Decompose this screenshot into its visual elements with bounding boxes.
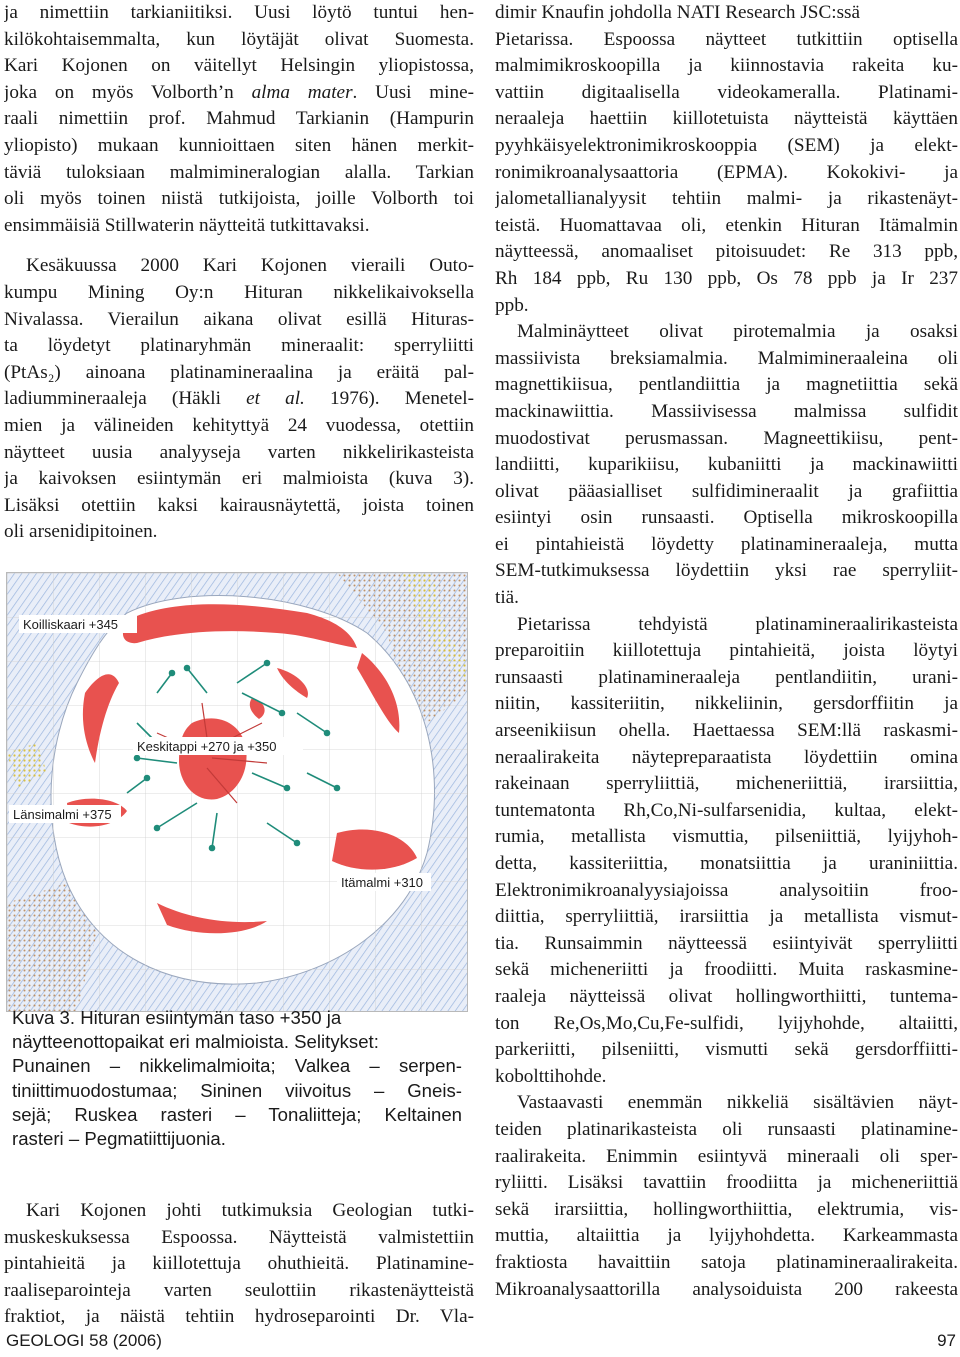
text-line: rumia, metallista vismuttia, pilseniittiä, lyijyhoh- — [495, 826, 958, 848]
text-line: malmimikroskoopilla ja kiinnostavia rakeita ku- — [495, 55, 958, 77]
text-line: muttia, altaiittia ja lyijyhohdetta. Karkeammasta — [495, 1225, 958, 1247]
text-line: oli myös toinen niistä tutkijoista, joille Volborth toi — [4, 188, 474, 210]
text-line: diittia, sperryliittiä, irarsiittia ja metallista vismut- — [495, 906, 958, 928]
figure-caption — [12, 1006, 462, 1151]
paragraph-gap — [4, 239, 474, 253]
text-line: näytteet uusia analyyseja varten nikkelirikasteista — [4, 441, 474, 463]
label-keskitappi: Keskitappi +270 ja +350 — [137, 739, 277, 754]
caption-text — [12, 1006, 462, 1151]
hitura-map-svg — [7, 573, 467, 1011]
text-line: Kesäkuussa 2000 Kari Kojonen vieraili Outo- — [26, 255, 474, 277]
text-line: detta, kassiteriittia, monatsiittia ja uraniniittia. — [495, 853, 958, 874]
text-line: ei pintahieistä löydetty platinamineraaleja, mutta — [495, 533, 958, 555]
text-line: kumpu Mining Oy:n Hituran nikkelikaivoksella — [4, 281, 474, 303]
left-bottom-column — [4, 1198, 474, 1331]
text-line: preparoitiin kiillotettuja pintahieitä, joista löytyi — [495, 640, 958, 662]
text-line: niitin, kassiteriitin, nikkeliinin, gersdorffiitin ja — [495, 693, 958, 715]
text-line: Elektronimikroanalyysiajoissa analysoitiin froo- — [495, 879, 958, 901]
text-line: runsaasti platinamineraaleja pentlandiitin, urani- — [495, 666, 958, 688]
caption-line: näytteenottopaikat eri malmioista. Selitykset: — [12, 1031, 379, 1053]
text-line: teiden platinarikasteista oli runsaasti platinamine- — [495, 1118, 958, 1140]
text-line: mackinawiittia. Massiivisessa malmissa sulfidit — [495, 400, 958, 422]
text-line: Malminäytteet olivat pirotemalmia ja osaksi — [517, 321, 958, 343]
text-line: joka on myös Volborth’n alma mater. Uusi mine- — [4, 81, 474, 103]
text-line: yliopisto) mukaan kunnioittaen siten hänen merkit- — [4, 134, 474, 156]
text-line: täviä tuloksiaan malmimineralogian alalla. Tarkian — [4, 161, 474, 183]
text-line: fraktiot, ja näistä tehtiin hydroseparointi Dr. Vla- — [4, 1306, 474, 1328]
text-line: Pietarissa. Espoossa näytteet tutkittiin optisella — [495, 28, 958, 50]
text-line: raali nimettiin prof. Mahmud Tarkianin (Hampurin — [4, 108, 474, 130]
left-column — [4, 0, 474, 546]
text-line: näytteessä, anomaaliset pitoisuudet: Re 313 ppb, — [495, 241, 958, 263]
text-line: oli arsenidipitoinen. — [4, 521, 158, 543]
text-line: muodostivat perusmassan. Magneettikiisu, pent- — [495, 427, 958, 449]
text-line: Rh 184 ppb, Ru 130 ppb, Os 78 ppb ja Ir 237 — [495, 267, 958, 289]
figure-3-map — [6, 572, 468, 1012]
text-line: ronimikroanalysaattoria (EPMA). Kokokivi- ja — [495, 161, 958, 183]
text-line: Mikroanalysaattorilla analysoiduista 200 rakeesta — [495, 1278, 958, 1300]
text-line: esiintyi osin runsaasti. Optisella mikroskoopilla — [495, 507, 958, 529]
text-line: rakeinaan sperryliittiä, micheneriittiä, irarsiittia, — [495, 773, 958, 795]
text-line: dimir Knaufin johdolla NATI Research JSC:ssä — [495, 2, 861, 23]
text-line: ryliitti. Lisäksi tavattiin froodiitta ja micheneriittiä — [495, 1172, 958, 1194]
text-line: muskeskuksessa Espoossa. Näytteistä valmistettiin — [4, 1226, 474, 1248]
text-line: raalirakeita. Enimmin esiintyvä mineraali oli sper- — [495, 1145, 958, 1167]
text-line: ta löydetyt platinaryhmän mineraalit: sperryliitti — [4, 335, 474, 357]
text-line: parkeriitti, pilseniitti, vismutti sekä gersdorffiitti- — [495, 1039, 958, 1061]
text-line: Lisäksi otettiin kaksi kairausnäytettä, joista toinen — [4, 494, 474, 516]
text-line: tiä. — [495, 587, 519, 609]
text-line: ladiummineraaleja (Häkli et al. 1976). Menetel- — [4, 388, 474, 410]
text-line: raaliseparointeja varten seulottiin rikastenäytteistä — [4, 1279, 474, 1301]
text-line: mien ja välineiden kehityttyä 24 vuodessa, otettiin — [4, 414, 474, 436]
text-line: magnettikiisua, pentlandiittia ja magnetiittia sekä — [495, 374, 958, 396]
text-line: sekä irarsiittia, hollingworthiittia, elektrumia, vis- — [495, 1198, 958, 1220]
text-line: arseenikiisun ohella. Haettaessa SEM:llä raskasmi- — [495, 720, 958, 742]
text-line: massiivista breksiamalmia. Malmimineraaleina oli — [495, 347, 958, 369]
text-line: kilökohtaisemmalta, kun löytäjät olivat Suomesta. — [4, 28, 474, 50]
right-column — [495, 0, 958, 1303]
text-line: neraalirakeita näytepreparaatista löydettiin omina — [495, 746, 958, 768]
text-line: Vastaavasti enemmän nikkeliä sisältävien näyt- — [517, 1092, 958, 1114]
caption-line: tiniittimuodostumaa; Sininen viivoitus – Gneis- — [12, 1079, 462, 1101]
text-line: teistä. Huomattavaa oli, etenkin Hituran Itämalmin — [495, 214, 958, 236]
left-bottom-text — [4, 1198, 474, 1331]
text-line: fraktiosta havaittiin satoja platinamineraalirakeita. — [495, 1251, 958, 1273]
text-line: Pietarissa tehdyistä platinamineraalirikasteista — [517, 613, 958, 635]
caption-line: Punainen – nikkelimalmioita; Valkea – serpen- — [12, 1055, 462, 1077]
text-line: ton Re,Os,Mo,Cu,Fe-sulfidi, lyijyhohde, altaiitti, — [495, 1012, 958, 1034]
text-line: ja kaivoksen esiintymän eri malmioista (kuva 3). — [4, 468, 474, 490]
text-line: ppb. — [495, 294, 529, 316]
label-lansimalmi: Länsimalmi +375 — [13, 807, 112, 822]
label-koilliskaari: Koilliskaari +345 — [23, 617, 119, 632]
text-line: ensimmäisiä Stillwaterin näytteitä tutkittavaksi. — [4, 214, 370, 236]
caption-line: rasteri – Pegmatiittijuonia. — [12, 1127, 226, 1149]
caption-line: Kuva 3. Hituran esiintymän taso +350 ja — [12, 1007, 342, 1028]
text-line: pintahieitä ja kiillotettuja ohuthieitä. Platinamine- — [4, 1253, 474, 1275]
right-text — [495, 0, 958, 1303]
page-number: 97 — [937, 1331, 956, 1350]
left-top-text — [4, 0, 474, 546]
text-line: Kari Kojonen on väitellyt Helsingin yliopistossa, — [4, 55, 474, 77]
text-line: kobolttihohde. — [495, 1065, 607, 1087]
text-line: pyyhkäisyelektronimikroskooppia (SEM) ja elekt- — [495, 134, 958, 156]
text-line: tuntematonta Rh,Co,Ni-sulfarsenidia, kultaa, elekt- — [495, 799, 958, 821]
text-line: olivat pääasialliset sulfidimineraalit ja grafiittia — [495, 480, 958, 502]
text-line: SEM-tutkimuksessa löydettiin yksi rae sperryliit- — [495, 560, 958, 582]
text-line: raaleja näytteissä olivat hollingworthiitti, tuntema- — [495, 985, 958, 1007]
text-line: ja nimettiin tarkianiitiksi. Uusi löytö tuntui hen- — [4, 2, 474, 23]
text-line: jalometallianalyysit tehtiin malmi- ja rikastenäyt- — [495, 188, 958, 210]
text-line: Nivalassa. Vierailun aikana olivat esillä Hituras- — [4, 308, 474, 330]
text-line: tia. Runsaimmin näytteessä esiintyivät sperryliitti — [495, 932, 958, 954]
text-line: vattiin digitaalisella videokameralla. Platinami- — [495, 81, 958, 103]
label-itamalmi: Itämalmi +310 — [341, 875, 424, 890]
text-line: Kari Kojonen johti tutkimuksia Geologian tutki- — [26, 1200, 474, 1221]
text-line: (PtAs₂) ainoana platinamineraalina ja eräitä pal- — [4, 361, 474, 383]
text-line: landiitti, kuparikiisu, kubaniitti ja mackinawiitti — [495, 454, 958, 476]
journal-footer: GEOLOGI 58 (2006) — [6, 1331, 162, 1350]
text-line: sekä micheneriitti ja froodiitti. Muita raskasmine- — [495, 959, 958, 981]
text-line: neraaleja haettiin kiillotetuista näytteistä käyttäen — [495, 108, 958, 130]
caption-line: sejä; Ruskea rasteri – Tonaliitteja; Keltainen — [12, 1103, 462, 1125]
